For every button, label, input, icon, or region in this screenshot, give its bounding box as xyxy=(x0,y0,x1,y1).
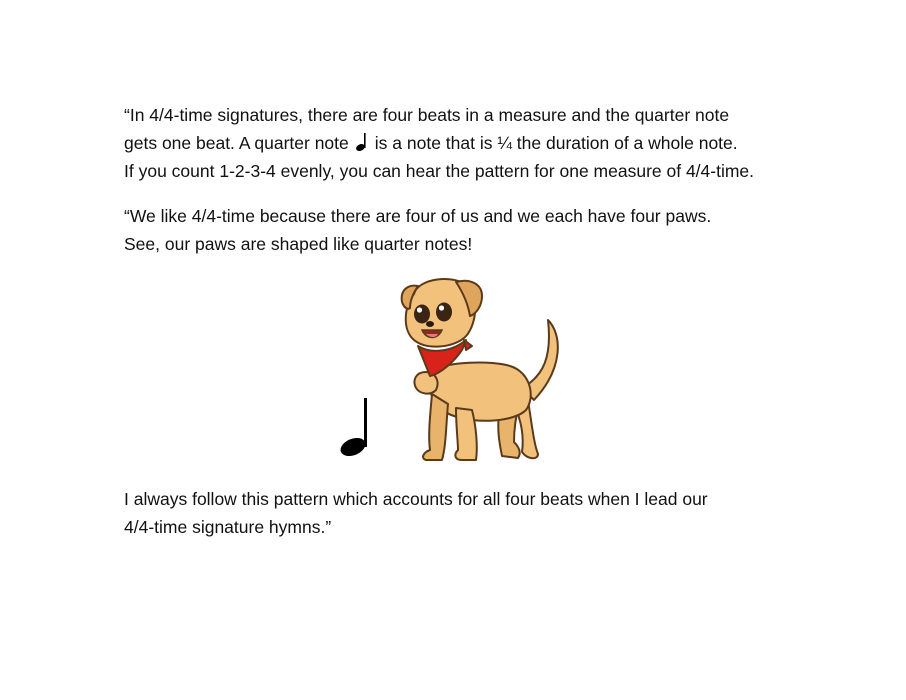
paragraph-paws xyxy=(124,202,711,258)
p1-line-2-start: gets one beat. A quarter note xyxy=(124,133,349,153)
p1-line-2 xyxy=(124,129,754,157)
p2-line-1: “We like 4/4-time because there are four of us and we each have four paws. xyxy=(124,206,712,226)
p1-line-3: If you count 1-2-3-4 evenly, you can hear the pattern for one measure of 4/4-time. xyxy=(124,161,755,181)
dog-mascot-icon xyxy=(396,276,566,464)
p3-line-2: 4/4-time signature hymns.” xyxy=(124,517,332,537)
quarter-note-inline-icon xyxy=(353,132,371,152)
paragraph-time-signature-intro xyxy=(124,101,754,185)
quarter-note-icon xyxy=(336,396,376,460)
p2-line-2: See, our paws are shaped like quarter notes! xyxy=(124,234,473,254)
p3-line-1: I always follow this pattern which accounts for all four beats when I lead our xyxy=(124,489,708,509)
p1-line-2-end: is a note that is ¼ the duration of a whole note. xyxy=(374,133,738,153)
paragraph-pattern-hymns xyxy=(124,485,708,541)
p1-line-1: “In 4/4-time signatures, there are four beats in a measure and the quarter note xyxy=(124,105,730,125)
